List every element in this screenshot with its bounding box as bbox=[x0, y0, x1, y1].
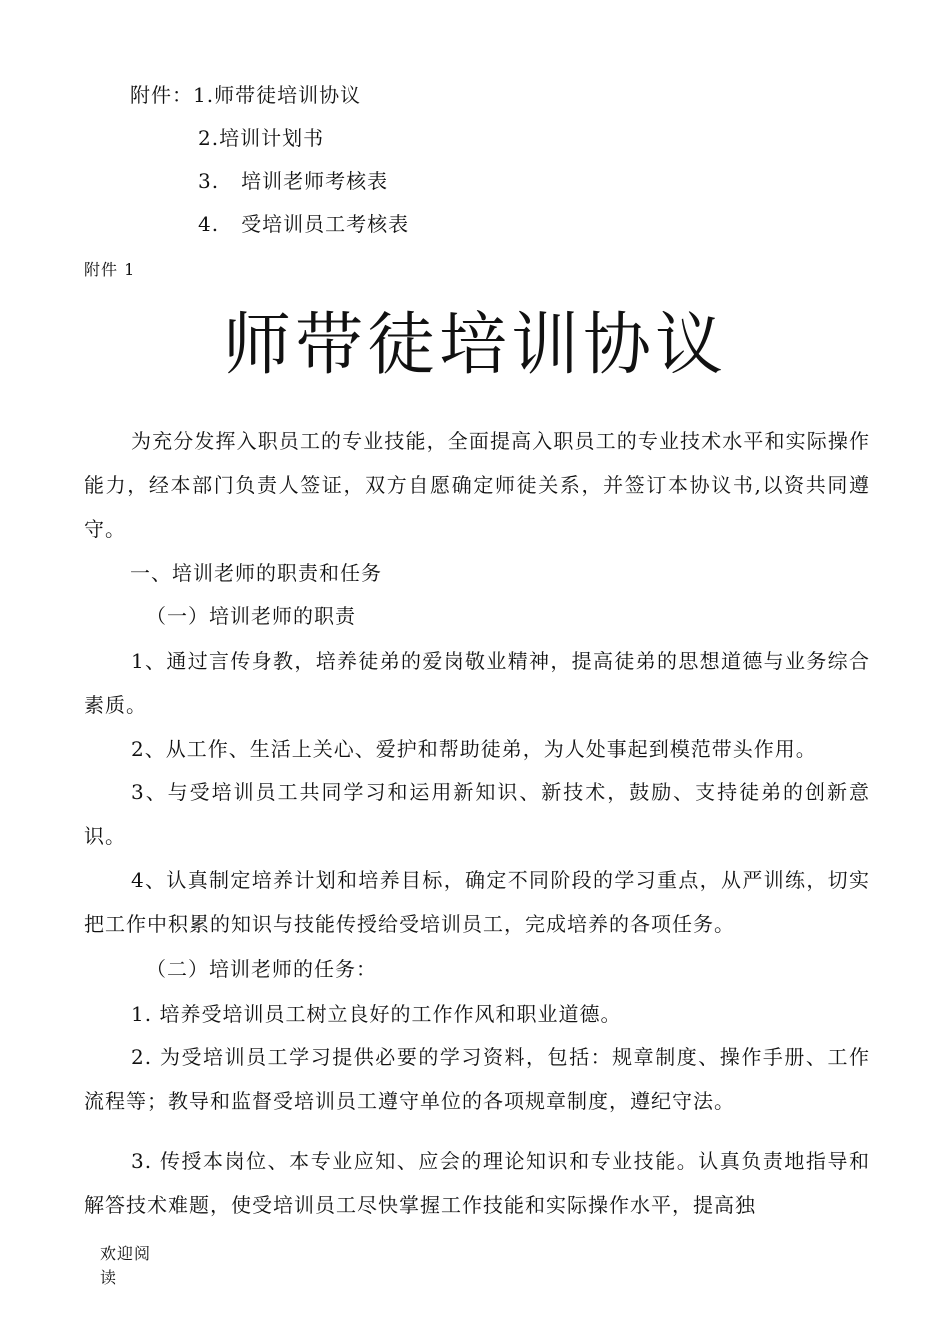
intro-paragraph: 为充分发挥入职员工的专业技能，全面提高入职员工的专业技术水平和实际操作能力，经本部门负责人签证，双方自愿确定师徒关系，并签订本协议书,以资共同遵守。 bbox=[84, 429, 870, 541]
attachment-item-4: 4. 受培训员工考核表 bbox=[198, 212, 410, 236]
attachments-label bbox=[130, 81, 361, 109]
task-item-3: 3. 传授本岗位、本专业应知、应会的理论知识和专业技能。认真负责地指导和解答技术难题，使受培训员工尽快掌握工作技能和实际操作水平，提高独 bbox=[84, 1149, 870, 1217]
subsection-heading-duties: （一）培训老师的职责 bbox=[146, 604, 356, 628]
document-title: 师带徒培训协议 bbox=[222, 306, 727, 385]
attachment-marker: 附件 1 bbox=[84, 260, 136, 279]
duty-item-3: 3、与受培训员工共同学习和运用新知识、新技术，鼓励、支持徒弟的创新意识。 bbox=[84, 780, 870, 848]
subsection-heading-tasks: （二）培训老师的任务： bbox=[146, 957, 377, 981]
footer-note: 欢迎阅读 bbox=[100, 1244, 152, 1287]
duty-item-2: 2、从工作、生活上关心、爱护和帮助徒弟，为人处事起到模范带头作用。 bbox=[131, 737, 817, 761]
attachment-item-2: 2.培训计划书 bbox=[198, 126, 325, 150]
duty-item-4: 4、认真制定培养计划和培养目标，确定不同阶段的学习重点，从严训练，切实把工作中积累的知识与技能传授给受培训员工，完成培养的各项任务。 bbox=[84, 868, 870, 936]
task-item-1: 1. 培养受培训员工树立良好的工作作风和职业道德。 bbox=[131, 1002, 622, 1026]
section-heading: 一、培训老师的职责和任务 bbox=[130, 561, 382, 585]
attachment-item-1: 1.师带徒培训协议 bbox=[193, 83, 362, 107]
attachments-label-text: 附件： bbox=[130, 83, 193, 107]
attachment-item-3: 3. 培训老师考核表 bbox=[198, 169, 389, 193]
duty-item-1: 1、通过言传身教，培养徒弟的爱岗敬业精神，提高徒弟的思想道德与业务综合素质。 bbox=[84, 649, 870, 717]
task-item-2: 2. 为受培训员工学习提供必要的学习资料，包括：规章制度、操作手册、工作流程等；教导和监督受培训员工遵守单位的各项规章制度，遵纪守法。 bbox=[84, 1045, 870, 1113]
